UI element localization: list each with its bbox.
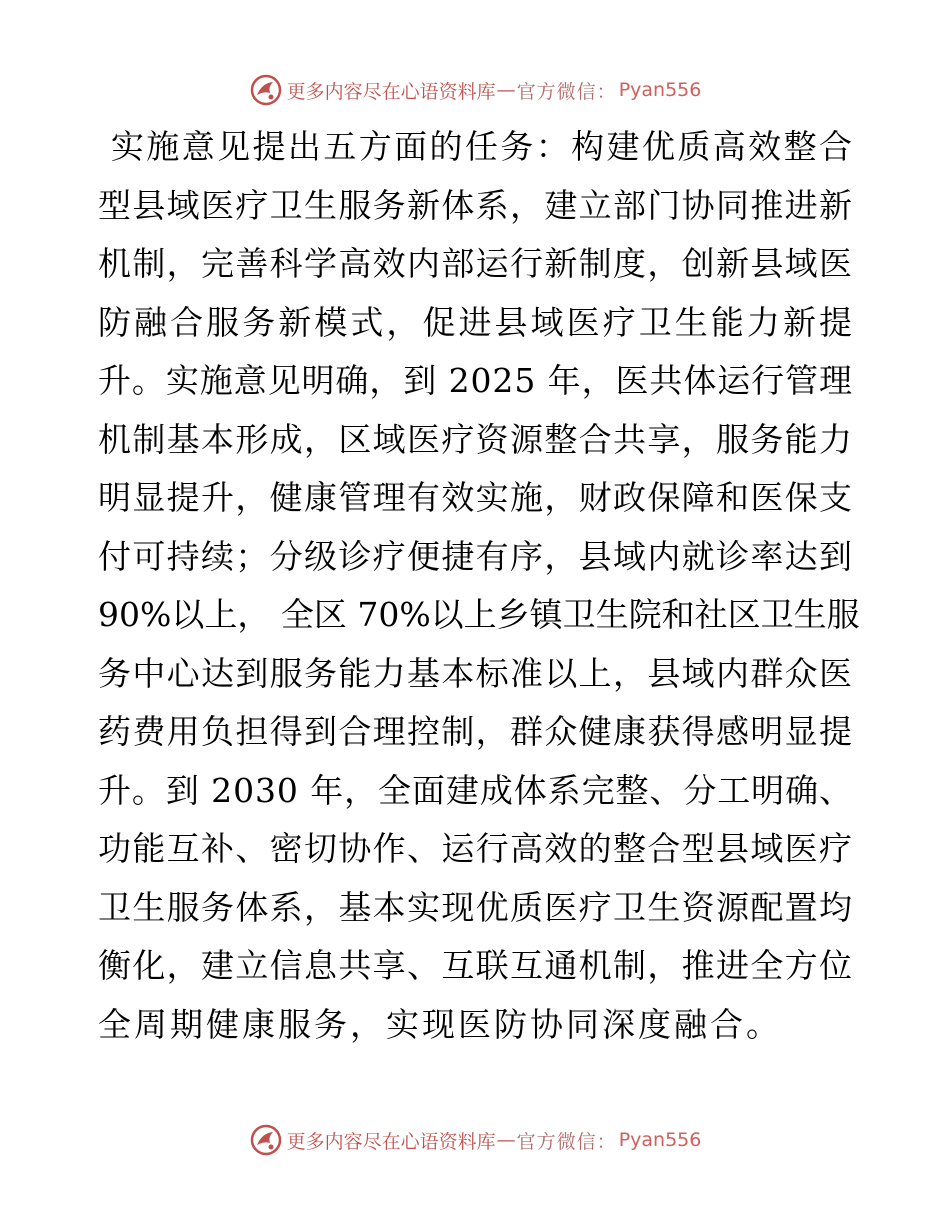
body-line <box>98 943 852 1002</box>
watermark-id: Pyan556 <box>618 1129 702 1151</box>
body-line <box>98 592 860 651</box>
body-line <box>98 651 852 710</box>
body-line <box>98 475 852 534</box>
watermark-main-text: 更多内容尽在心语资料库 <box>286 1130 496 1153</box>
body-line <box>98 1002 852 1061</box>
watermark-sub-text: 官方微信： <box>516 80 617 103</box>
body-line-text: 90%以上， 全区 70%以上乡镇卫生院和社区卫生服 <box>98 595 860 634</box>
footer-watermark <box>0 1120 950 1160</box>
body-line <box>98 417 852 476</box>
body-line-text: 机制基本形成，区域医疗资源整合共享，服务能力 <box>98 419 854 459</box>
body-line-text: 机制，完善科学高效内部运行新制度，创新县域医 <box>98 244 854 283</box>
body-line-text: 功能互补、密切协作、运行高效的整合型县域医疗 <box>98 829 854 868</box>
watermark-dash: — <box>496 1129 516 1151</box>
body-line <box>98 709 852 768</box>
body-line-text: 药费用负担得到合理控制，群众健康获得感明显提 <box>98 712 854 751</box>
body-line <box>98 534 852 593</box>
body-line-text: 全周期健康服务，实现医防协同深度融合。 <box>98 1004 782 1044</box>
body-line-text: 升。实施意见明确，到 2025 年，医共体运行管理 <box>98 361 853 400</box>
logo-icon <box>249 1123 283 1157</box>
watermark-sub-text: 官方微信： <box>516 1130 617 1153</box>
body-line <box>98 768 852 827</box>
body-line-text: 卫生服务体系，基本实现优质医疗卫生资源配置均 <box>98 887 854 927</box>
body-line <box>98 300 856 359</box>
body-line <box>98 358 852 417</box>
body-line-text: 衡化，建立信息共享、互联互通机制，推进全方位 <box>98 946 854 985</box>
body-line <box>98 826 852 885</box>
body-line-text: 实施意见提出五方面的任务：构建优质高效整合 <box>98 127 855 166</box>
body-line-text: 防融合服务新模式，促进县域医疗卫生能力新提 <box>98 302 856 342</box>
body-line-text: 明显提升，健康管理有效实施，财政保障和医保支 <box>98 478 854 517</box>
body-line-text: 升。到 2030 年，全面建成体系完整、分工明确、 <box>98 770 853 810</box>
body-line <box>98 124 855 183</box>
header-watermark <box>0 70 950 110</box>
logo-icon <box>249 73 283 107</box>
watermark-id: Pyan556 <box>618 79 702 101</box>
document-body <box>98 124 860 1060</box>
body-line-text: 付可持续；分级诊疗便捷有序，县域内就诊率达到 <box>98 536 854 576</box>
body-line <box>98 183 852 242</box>
body-line-text: 型县域医疗卫生服务新体系，建立部门协同推进新 <box>98 185 854 225</box>
watermark-dash: — <box>496 79 516 101</box>
watermark-main-text: 更多内容尽在心语资料库 <box>286 80 496 103</box>
body-line-text: 务中心达到服务能力基本标准以上，县域内群众医 <box>98 653 854 693</box>
body-line <box>98 885 852 944</box>
body-line <box>98 241 852 300</box>
